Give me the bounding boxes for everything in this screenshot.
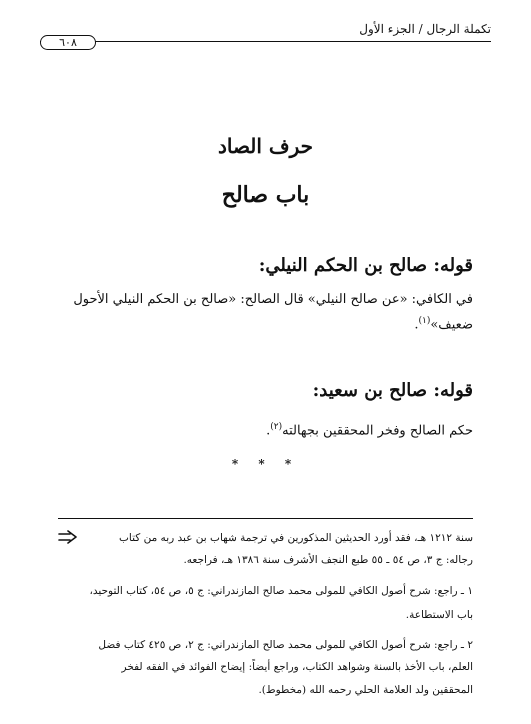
- running-head: تكملة الرجال / الجزء الأول: [359, 22, 491, 36]
- entry-text-line: ضعيف»$^{(١)}$.: [414, 316, 473, 333]
- chapter-heading: حرف الصاد: [217, 134, 314, 158]
- footnote-line: رجاله: ج ٣، ص ٥٤ ـ ٥٥ طبع النجف الأشرف سنة ١٣٨٦ هـ، فراجعه.: [183, 554, 473, 566]
- footnote-line: ٢ ـ راجع: شرح أصول الكافي للمولى محمد صالح المازندراني: ج ٢، ص ٤٢٥ كتاب فضل: [98, 639, 473, 651]
- footnote-ref: (٢): [270, 422, 283, 432]
- section-separator: * * *: [231, 457, 300, 471]
- entry-text: حكم الصالح وفخر المحققين بجهالته: [282, 423, 473, 439]
- entry-title: قوله: صالح بن سعيد:: [312, 380, 473, 401]
- entry-text-line: حكم الصالح وفخر المحققين بجهالته$^{(٢)}$.: [266, 422, 473, 439]
- footnote-line: ١ ـ راجع: شرح أصول الكافي للمولى محمد صالح المازندراني: ج ٥، ص ٥٤، كتاب التوحيد،: [89, 585, 473, 597]
- page-number: ٦٠٨: [40, 35, 96, 50]
- entry-text-line: في الكافي: «عن صالح النيلي» قال الصالح: «صالح بن الحكم النيلي الأحول: [73, 292, 473, 307]
- footnote-line: المحققين ولد العلامة الحلي رحمه الله (مخطوط).: [258, 684, 473, 696]
- footnote-rule: [58, 518, 473, 519]
- footnote-ref: (١): [418, 316, 431, 326]
- footnote-line: باب الاستطاعة.: [405, 609, 473, 621]
- entry-text: ضعيف»: [430, 317, 473, 333]
- footnote-line: العلم، باب الأخذ بالسنة وشواهد الكتاب، وراجع أيضاً: إيضاح الفوائد في الفقه لفخر: [121, 661, 473, 673]
- header-rule: [40, 41, 491, 42]
- footnote-line: سنة ١٢١٢ هـ، فقد أورد الحديثين المذكورين في ترجمة شهاب بن عبد ربه من كتاب: [119, 532, 473, 544]
- section-heading: باب صالح: [221, 182, 310, 208]
- arrow-icon: [58, 530, 78, 544]
- entry-title: قوله: صالح بن الحكم النيلي:: [258, 255, 473, 276]
